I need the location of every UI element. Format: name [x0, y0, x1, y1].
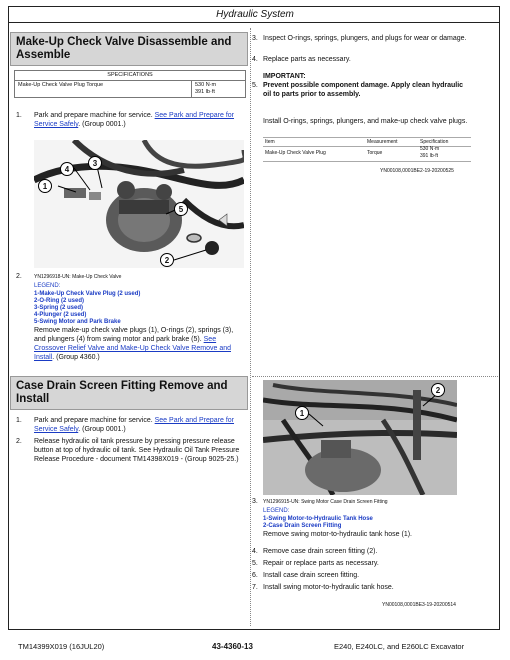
spec-rule-mid — [263, 146, 471, 147]
spec-row-item: Make-Up Check Valve Plug — [265, 150, 326, 156]
park-prepare-link-2[interactable]: See Park and Prepare for Service Safely — [34, 417, 235, 433]
spec-header-item: Item — [265, 139, 275, 145]
spec-table — [14, 70, 246, 98]
callout-2: 2 — [431, 383, 445, 397]
spec-row-value-imperial: 391 lb·ft — [420, 153, 439, 159]
step-number: 1. — [16, 417, 22, 424]
step-number: 5. — [252, 560, 258, 567]
column-separator — [250, 28, 251, 626]
legend-item: 2-Case Drain Screen Fitting — [263, 523, 342, 529]
header-rule — [8, 22, 500, 23]
step-number: 3. — [252, 35, 258, 42]
case-drain-illustration — [263, 380, 457, 495]
step-1-body: Park and prepare machine for service. — [34, 112, 153, 119]
legend-heading-1: LEGEND: — [34, 283, 61, 289]
footer-document-id: TM14399X019 (16JUL20) — [18, 642, 105, 651]
important-text: Prevent possible component damage. Apply clean hydraulic oil to parts prior to assembly. — [263, 82, 464, 98]
spec-rule-top — [263, 137, 471, 138]
spec-header-measurement: Measurement — [367, 139, 398, 145]
case-drain-step-1-suffix: . (Group 0001.) — [78, 426, 126, 433]
step-item-text: Remove case drain screen fitting (2). — [263, 548, 378, 555]
makeup-check-valve-illustration — [34, 140, 244, 268]
legend-item: 4-Plunger (2 used) — [34, 312, 87, 318]
spec-rule-bottom — [263, 161, 471, 162]
makeup-check-valve-photo — [34, 140, 244, 268]
step-number: 2. — [16, 273, 22, 280]
callout-1: 1 — [295, 406, 309, 420]
step-number: 4. — [252, 548, 258, 555]
spec-value-metric: 530 N·m — [195, 82, 217, 88]
important-label: IMPORTANT: — [263, 73, 306, 80]
case-drain-step-2-text: Release hydraulic oil tank pressure by pressing pressure release button at top of hydraulic oil tank. See Hydraulic Oil Tank Pressure Release Procedure - document TM14398X019 - (Group 9025-25.) — [34, 438, 240, 463]
callout-4: 4 — [60, 162, 74, 176]
step-number: 4. — [252, 56, 258, 63]
callout-5: 5 — [174, 202, 188, 216]
photo-caption-2: YN1296915-UN: Swing Motor Case Drain Screen Fitting — [263, 499, 388, 505]
spec-row-value-metric: 530 N·m — [420, 146, 440, 152]
step-number: 5. — [252, 82, 258, 89]
step-1-suffix: . (Group 0001.) — [78, 121, 126, 128]
step-item-text: Install swing motor-to-hydraulic tank hose. — [263, 584, 394, 591]
legend-item: 2-O-Ring (2 used) — [34, 298, 85, 304]
step-item-text: Install case drain screen fitting. — [263, 572, 360, 579]
step-item-text: Repair or replace parts as necessary. — [263, 560, 379, 567]
replace-step-text: Replace parts as necessary. — [263, 56, 351, 63]
legend-item: 1-Make-Up Check Valve Plug (2 used) — [34, 291, 141, 297]
spec-table-heading: SPECIFICATIONS — [15, 71, 246, 81]
footer-model: E240, E240LC, and E260LC Excavator — [334, 642, 465, 651]
reference-id-1: YN00108,0001BE2-19-20200525 — [380, 168, 454, 174]
case-drain-photo — [263, 380, 457, 495]
step-number: 3. — [252, 498, 258, 505]
divider-dotted — [252, 376, 498, 377]
callout-2: 2 — [160, 253, 174, 267]
step-number: 2. — [16, 438, 22, 445]
install-step-text: Install O-rings, springs, plungers, and make-up check valve plugs. — [263, 118, 468, 125]
callout-3: 3 — [88, 156, 102, 170]
reference-id-2: YN00108,0001BE3-19-20200514 — [382, 602, 456, 608]
footer-page-number: 43-4360-13 — [212, 642, 253, 651]
spec-table-value — [192, 81, 246, 98]
spec-value-imperial: 391 lb·ft — [195, 89, 215, 95]
step-number: 7. — [252, 584, 258, 591]
legend-heading-2: LEGEND: — [263, 508, 290, 514]
remove-hose-step-text: Remove swing motor-to-hydraulic tank hose (1). — [263, 531, 413, 538]
step-2-suffix: . (Group 4360.) — [52, 354, 100, 361]
step-2-body: Remove make-up check valve plugs (1), O-rings (2), springs (3), and plungers (4) from swing motor and park brake (5). — [34, 327, 234, 343]
legend-item: 1-Swing Motor-to-Hydraulic Tank Hose — [263, 516, 373, 522]
spec-row-measurement: Torque — [367, 150, 383, 156]
section-title-case-drain: Case Drain Screen Fitting Remove and Install — [10, 376, 248, 410]
step-number: 6. — [252, 572, 258, 579]
spec-table-label: Make-Up Check Valve Plug Torque — [15, 81, 192, 98]
legend-item: 5-Swing Motor and Park Brake — [34, 319, 121, 325]
case-drain-step-1-text — [34, 416, 246, 434]
page-header-title: Hydraulic System — [216, 9, 294, 20]
spec-header-specification: Specification — [420, 139, 449, 145]
step-2-text — [34, 326, 246, 362]
inspect-step-text: Inspect O-rings, springs, plungers, and plugs for wear or damage. — [263, 35, 467, 42]
legend-item: 3-Spring (2 used) — [34, 305, 84, 311]
park-prepare-link[interactable]: See Park and Prepare for Service Safely — [34, 112, 235, 128]
step-number: 1. — [16, 112, 22, 119]
crossover-relief-link[interactable]: See Crossover Relief Valve and Make-Up Check Valve Remove and Install — [34, 336, 231, 361]
photo-caption-1: YN1296918-UN: Make-Up Check Valve — [34, 274, 122, 280]
callout-1: 1 — [38, 179, 52, 193]
case-drain-step-1-body: Park and prepare machine for service. — [34, 417, 153, 424]
section-title-makeup-check-valve: Make-Up Check Valve Disassemble and Assemble — [10, 32, 248, 66]
step-1-text — [34, 111, 246, 129]
